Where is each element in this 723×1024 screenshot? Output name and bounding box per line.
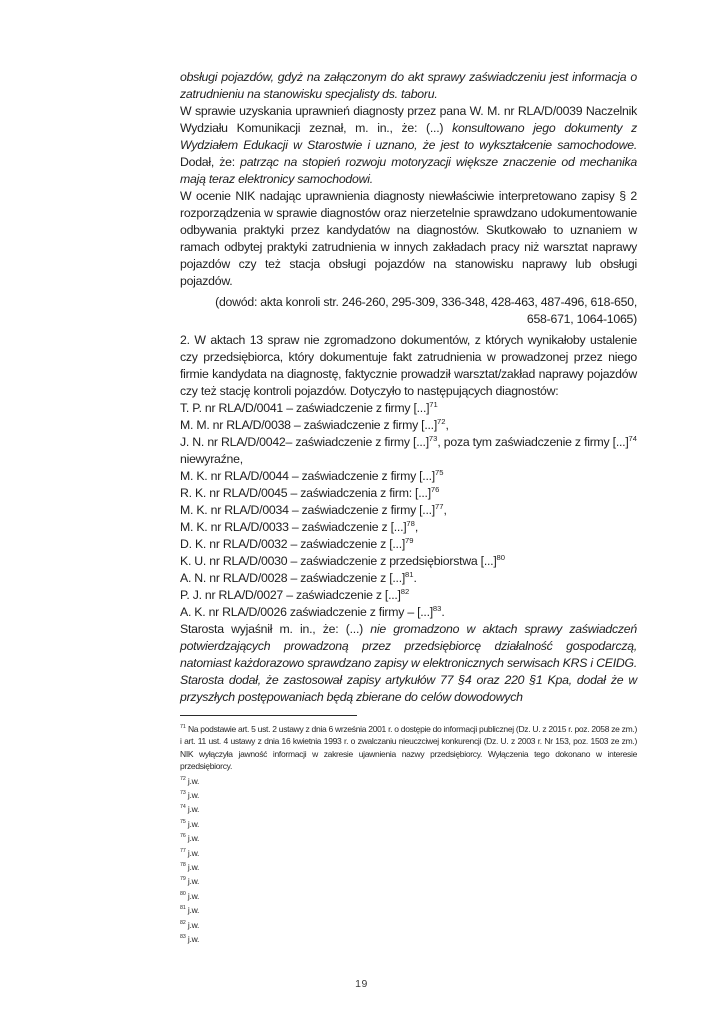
body-paragraph [180, 621, 637, 706]
footnote-marker: 72 [180, 775, 186, 782]
diagnostician-list-item [180, 587, 637, 604]
text-run: J. N. nr RLA/D/0042– zaświadczenie z firmy [...] [180, 435, 429, 449]
diagnostician-list-item [180, 536, 637, 553]
footnote-marker: 81 [405, 569, 414, 579]
text-run: M. M. nr RLA/D/0038 – zaświadczenie z firmy [...] [180, 418, 438, 432]
text-run: P. J. nr RLA/D/0027 – zaświadczenie z [...] [180, 588, 401, 602]
footnote: $^{73}$ j.w. [180, 790, 200, 801]
footnote-marker: 78 [406, 518, 415, 528]
footnote-marker: 74 [628, 433, 637, 443]
footnote: $^{77}$ j.w. [180, 847, 200, 858]
text-run: M. K. nr RLA/D/0044 – zaświadczenie z firmy [...] [180, 469, 435, 483]
diagnostician-list-item [180, 519, 637, 536]
text-run: , [445, 418, 449, 432]
evidence-reference [208, 294, 637, 328]
text-run: , [414, 520, 419, 534]
footnote-marker: 75 [434, 467, 444, 477]
footnote: $^{82}$ j.w. [180, 919, 200, 930]
footnote-marker: 76 [180, 833, 186, 840]
text-run: nie gromadzono w aktach sprawy zaświadczeń potwierdzających prowadzoną przez przedsiębiorcę działalność gospodarczą, natomiast każdorazowo sprawdzano zapisy w elektronicznych serwisach KRS i CEIDG. Starosta dodał, że zastosował zapisy artykułów 77 §4 oraz 220 §1 Kpa, dodał że w przyszłych postępowaniach będą zbierane do celów dowodowych [180, 622, 637, 704]
footnote: $^{79}$ j.w. [180, 876, 200, 887]
footnote: $^{72}$ j.w. [180, 775, 200, 786]
footnote-marker: 72 [437, 416, 446, 426]
text-run: niewyraźne, [180, 452, 243, 466]
footnote-marker: 73 [180, 790, 186, 797]
footnote-marker: 78 [180, 862, 186, 869]
text-run: konsultowano jego dokumenty z Wydziałem Edukacji w Starostwie i uznano, że jest to wykształcenie samochodowe. [180, 121, 637, 152]
body-paragraph [180, 69, 637, 103]
diagnostician-list-item [180, 553, 637, 570]
diagnostician-list-item [180, 604, 637, 621]
text-run: Starosta wyjaśnił m. in., że: (...) [180, 622, 371, 636]
text-run: , [443, 503, 447, 517]
footnote-marker: 79 [405, 535, 414, 545]
footnote-marker: 80 [180, 891, 186, 898]
diagnostician-list-item [180, 417, 637, 434]
footnote: $^{75}$ j.w. [180, 818, 200, 829]
footnote: $^{78}$ j.w. [180, 862, 200, 873]
footnote-marker: 82 [400, 586, 410, 596]
body-paragraph [180, 332, 637, 400]
footnote: $^{74}$ j.w. [180, 804, 200, 815]
text-run: , poza tym zaświadczenie z firmy [...] [437, 435, 629, 449]
footnote-marker: 80 [496, 552, 505, 562]
text-run: R. K. nr RLA/D/0045 – zaświadczenia z firm: [...] [180, 486, 431, 500]
footnote-marker: 71 [429, 399, 438, 409]
footnote-marker: 77 [180, 847, 186, 854]
footnote: $^{76}$ j.w. [180, 833, 200, 844]
text-run: 2. W aktach 13 spraw nie zgromadzono dokumentów, z których wynikałoby ustalenie czy przedsiębiorca, który dokumentuje fakt zatrudnienia w prowadzonej przez niego firmie kandydata na diagnostę, faktycznie prowadził warsztat/zakład naprawy pojazdów czy też stację kontroli pojazdów. Dotyczyło to następujących diagnostów: [180, 333, 637, 398]
diagnostician-list-item [180, 400, 637, 417]
footnote-marker: 77 [434, 501, 444, 511]
text-run: A. N. nr RLA/D/0028 – zaświadczenie z [...] [180, 571, 406, 585]
footnote-marker: 76 [430, 484, 440, 494]
footnote: $^{71}$ Na podstawie art. 5 ust. 2 ustawy z dnia 6 września 2001 r. o dostępie do informacji publicznej (Dz. U. z 2015 r. poz. 2058 ze zm.) i art. 11 ust. 4 ustawy z dnia 16 kwietnia 1993 r. o zwalczaniu nieuczciwej konkurencji (Dz. U. z 2003 r. Nr 153, poz. 1503 ze zm.) NIK wyłączyła jawność informacji w zakresie ujawnienia nazwy przedsiębiorcy. Wyłączenia tego dokonano w interesie przedsiębiorcy. [180, 724, 637, 772]
text-run: M. K. nr RLA/D/0033 – zaświadczenie z [...] [180, 520, 407, 534]
diagnostician-list-item [180, 502, 637, 519]
text-run: T. P. nr RLA/D/0041 – zaświadczenie z firmy [...] [180, 401, 430, 415]
text-run: W sprawie uzyskania uprawnień diagnosty przez pana W. M. nr RLA/D/0039 Naczelnik Wydziału Komunikacji zeznał, m. in., że: (...) [180, 104, 637, 135]
text-run: K. U. nr RLA/D/0030 – zaświadczenie z przedsiębiorstwa [...] [180, 554, 497, 568]
footnote-marker: 74 [180, 804, 186, 811]
text-run: W ocenie NIK nadając uprawnienia diagnosty niewłaściwie interpretowano zapisy § 2 rozporządzenia w sprawie diagnostów oraz nierzetelnie sprawdzano udokumentowanie odbywania praktyki przez kandydatów na diagnostów. Skutkowało to uznaniem w ramach odbytej praktyki zatrudnienia w innych zakładach pracy niż warsztat naprawy pojazdów czy też stacja obsługi pojazdów na stanowisku naprawy lub obsługi pojazdów. [180, 189, 637, 288]
text-run: . [413, 571, 417, 585]
footnote-marker: 75 [180, 819, 186, 826]
diagnostician-list-item [180, 485, 637, 502]
diagnostician-list-item [180, 434, 637, 468]
footnote: $^{80}$ j.w. [180, 890, 200, 901]
text-run: D. K. nr RLA/D/0032 – zaświadczenie z [...] [180, 537, 406, 551]
footnote-marker: 73 [428, 433, 438, 443]
footnote-marker: 83 [432, 603, 442, 613]
text-run: obsługi pojazdów, gdyż na załączonym do akt sprawy zaświadczeniu jest informacja o zatrudnieniu na stanowisku specjalisty ds. taboru. [180, 70, 637, 101]
body-paragraph [180, 188, 637, 290]
footnote-marker: 79 [180, 876, 186, 883]
footnote: $^{83}$ j.w. [180, 934, 200, 945]
footnote-marker: 71 [180, 724, 186, 731]
document-content [180, 69, 637, 948]
footnotes [180, 723, 637, 946]
body-paragraph [180, 103, 637, 188]
text-run: (dowód: akta konroli str. 246-260, 295-309, 336-348, 428-463, 487-496, 618-650, 658-671, 1064-1065) [215, 295, 637, 326]
footnote-marker: 82 [180, 919, 186, 926]
text-run: . [441, 605, 445, 619]
text-run: A. K. nr RLA/D/0026 zaświadczenie z firmy – [...] [180, 605, 433, 619]
text-run: M. K. nr RLA/D/0034 – zaświadczenie z firmy [...] [180, 503, 435, 517]
text-run: Dodał, że: [180, 155, 241, 169]
diagnostician-list-item [180, 468, 637, 485]
footnote-marker: 83 [180, 934, 186, 941]
text-run: patrząc na stopień rozwoju motoryzacji większe znaczenie od mechanika mają teraz elektronicy samochodowi. [180, 155, 637, 186]
footnote-separator [180, 715, 357, 716]
footnote-marker: 81 [180, 905, 186, 912]
footnote: $^{81}$ j.w. [180, 905, 200, 916]
page-number: 19 [355, 978, 368, 990]
diagnostician-list-item [180, 570, 637, 587]
document-body [180, 69, 637, 706]
